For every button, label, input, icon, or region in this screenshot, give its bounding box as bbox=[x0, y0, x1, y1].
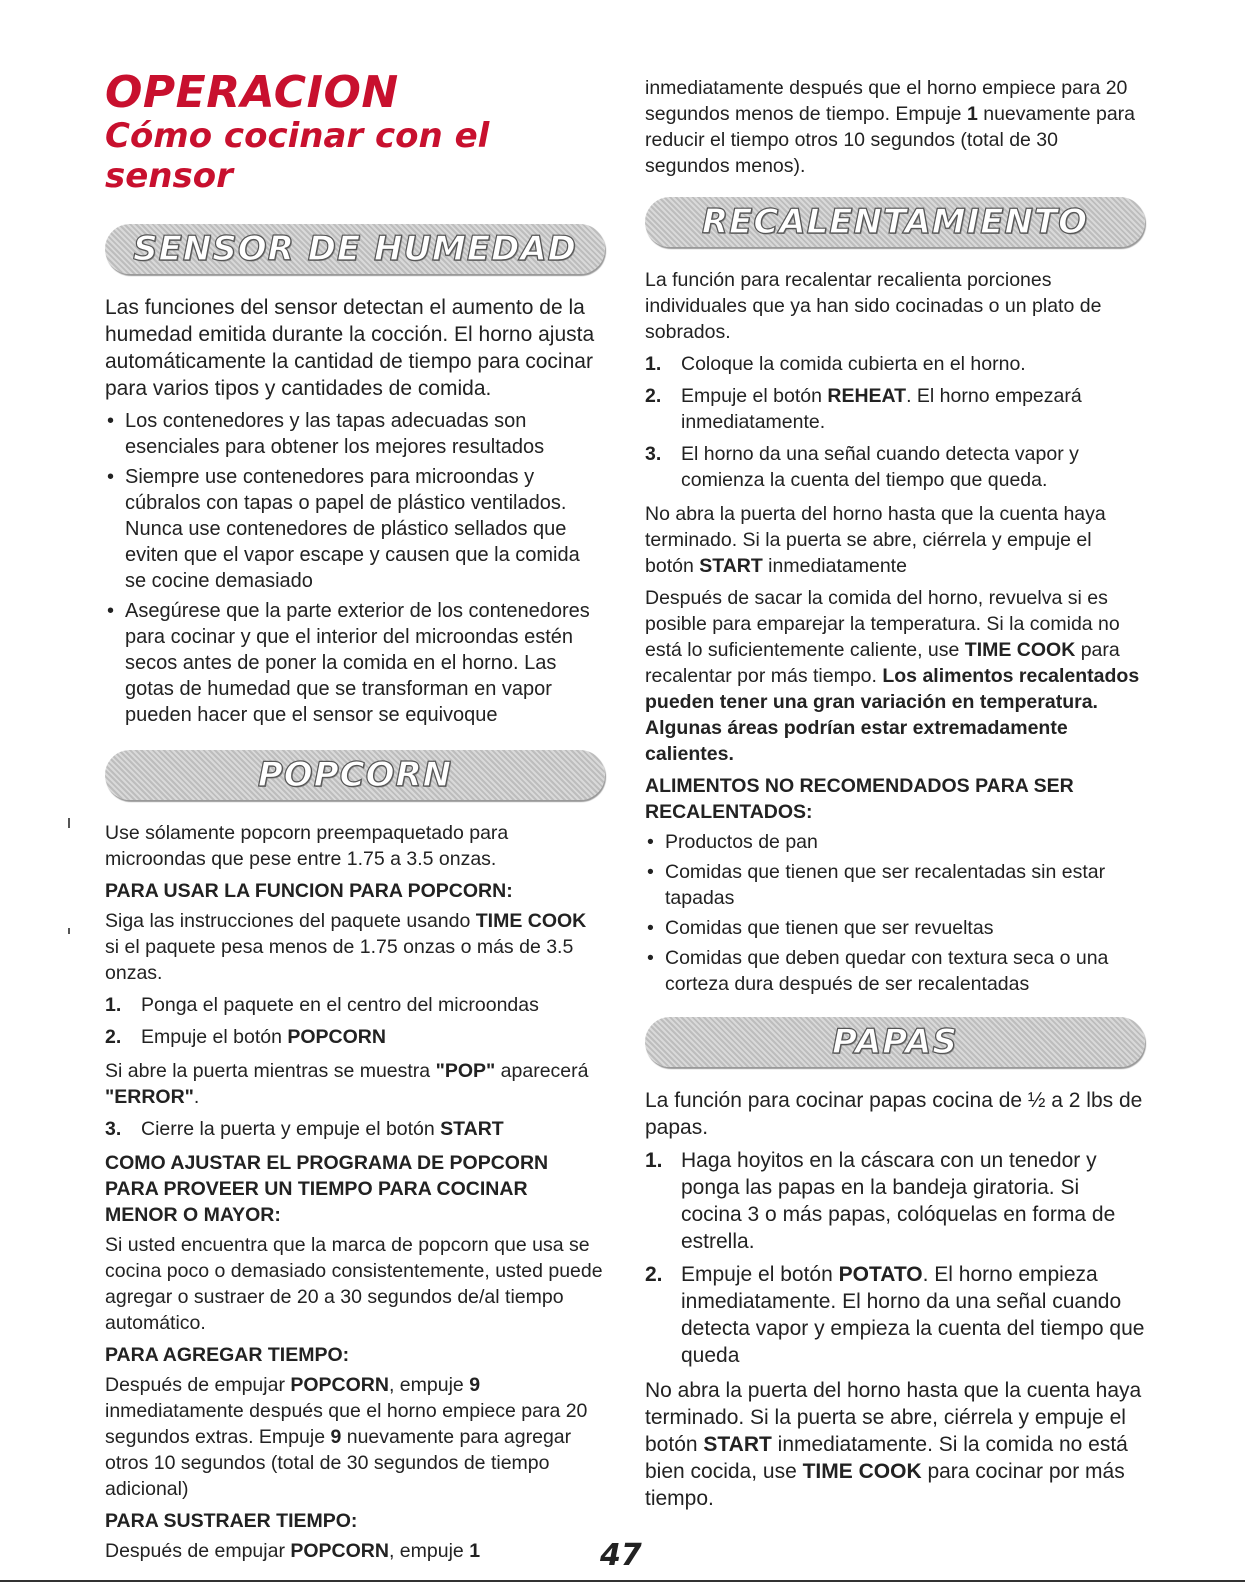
list-item: 1. Ponga el paquete en el centro del microondas bbox=[105, 994, 539, 1016]
banner-label: SENSOR DE HUMEDAD bbox=[133, 229, 577, 269]
list-item: 3. Cierre la puerta y empuje el botón START bbox=[105, 1118, 504, 1140]
popcorn-intro: Use sólamente popcorn preempaquetado para microondas que pese entre 1.75 a 3.5 onzas. bbox=[105, 822, 509, 870]
list-item: 2. Empuje el botón REHEAT. El horno empezará inmediatamente. bbox=[645, 385, 1082, 433]
list-item: • Comidas que tienen que ser recalentadas sin estar tapadas bbox=[645, 859, 1145, 911]
papas-steps bbox=[645, 1147, 1145, 1369]
papas-intro: La función para cocinar papas cocina de ½ a 2 lbs de papas. bbox=[645, 1089, 1143, 1139]
section-banner-papas bbox=[645, 1017, 1145, 1067]
left-column bbox=[105, 67, 605, 1570]
popcorn-error-note: Si abre la puerta mientras se muestra "POP" aparecerá "ERROR". bbox=[105, 1060, 589, 1108]
list-item: • Los contenedores y las tapas adecuadas son esenciales para obtener los mejores resultados bbox=[105, 408, 605, 460]
adjust-text: Si usted encuentra que la marca de popcorn que usa se cocina poco o demasiado consistentemente, usted puede agregar o sustraer de 20 a 30 segundos de/al tiempo automático. bbox=[105, 1234, 603, 1334]
subtract-time-continued: inmediatamente después que el horno empiece para 20 segundos menos de tiempo. Empuje 1 nuevamente para reducir el tiempo otros 10 segundos (total de 30 segundos menos). bbox=[645, 77, 1136, 177]
reheat-door-note: No abra la puerta del horno hasta que la cuenta haya terminado. Si la puerta se abre, ciérrela y empuje el botón START inmediatamente bbox=[645, 503, 1106, 577]
add-time-text: Después de empujar POPCORN, empuje 9 inmediatamente después que el horno empiece para 20 segundos extras. Empuje 9 nuevamente para agregar otros 10 segundos (total de 30 segundos de tiempo adicional) bbox=[105, 1374, 588, 1500]
popcorn-heading: PARA USAR LA FUNCION PARA POPCORN: bbox=[105, 880, 513, 902]
reheat-intro: La función para recalentar recalienta porciones individuales que ya han sido cocinadas o un plato de sobrados. bbox=[645, 269, 1102, 343]
bottom-divider bbox=[0, 1580, 1245, 1582]
humedad-intro: Las funciones del sensor detectan el aumento de la humedad emitida durante la cocción. El horno ajusta automáticamente la cantidad de tiempo para cocinar para varios tipos y cantidades de comida. bbox=[105, 296, 595, 400]
list-item: • Comidas que tienen que ser revueltas bbox=[645, 915, 1145, 941]
list-item: • Asegúrese que la parte exterior de los contenedores para cocinar y que el interior del microondas estén secos antes de poner la comida en el horno. Las gotas de humedad que se transforman en vapor pueden hacer que el sensor se equivoque bbox=[105, 598, 605, 728]
popcorn-steps-cont bbox=[105, 1116, 605, 1142]
banner-label: RECALENTAMIENTO bbox=[701, 202, 1089, 242]
papas-door-note: No abra la puerta del horno hasta que la cuenta haya terminado. Si la puerta se abre, ciérrela y empuje el botón START inmediatamente. Si la comida no está bien cocida, use TIME COOK para cocinar por más tiempo. bbox=[645, 1379, 1142, 1510]
reheat-steps bbox=[645, 351, 1145, 493]
subtract-time-text: Después de empujar POPCORN, empuje 1 bbox=[105, 1540, 481, 1562]
section-banner-humedad bbox=[105, 224, 605, 274]
section-banner-popcorn bbox=[105, 750, 605, 800]
banner-label: PAPAS bbox=[832, 1022, 958, 1062]
page-subtitle: Cómo cocinar con el sensor bbox=[105, 116, 490, 196]
popcorn-instructions: Siga las instrucciones del paquete usando TIME COOK si el paquete pesa menos de 1.75 onzas o más de 3.5 onzas. bbox=[105, 910, 587, 984]
list-item: 1. Haga hoyitos en la cáscara con un tenedor y ponga las papas en la bandeja giratoria. Si cocina 3 o más papas, colóquelas en forma de estrella. bbox=[645, 1149, 1116, 1253]
list-item: 3. El horno da una señal cuando detecta vapor y comienza la cuenta del tiempo que queda. bbox=[645, 443, 1079, 491]
subtract-time-heading: PARA SUSTRAER TIEMPO: bbox=[105, 1510, 358, 1532]
section-banner-recalentamiento bbox=[645, 197, 1145, 247]
not-recommended-heading: ALIMENTOS NO RECOMENDADOS PARA SER RECALENTADOS: bbox=[645, 775, 1074, 823]
banner-label: POPCORN bbox=[257, 755, 453, 795]
list-item: 1. Coloque la comida cubierta en el horno. bbox=[645, 353, 1026, 375]
add-time-heading: PARA AGREGAR TIEMPO: bbox=[105, 1344, 350, 1366]
popcorn-steps bbox=[105, 992, 605, 1050]
list-item: • Siempre use contenedores para microondas y cúbralos con tapas o papel de plástico ventilados. Nunca use contenedores de plástico sellados que eviten que el vapor escape y causen que la comida se cocine demasiado bbox=[105, 464, 605, 594]
list-item: • Comidas que deben quedar con textura seca o una corteza dura después de ser recalentadas bbox=[645, 945, 1145, 997]
humedad-bullets bbox=[105, 408, 605, 728]
list-item: • Productos de pan bbox=[645, 829, 1145, 855]
list-item: 2. Empuje el botón POTATO. El horno empieza inmediatamente. El horno da una señal cuando detecta vapor y empieza la cuenta del tiempo que queda bbox=[645, 1263, 1145, 1367]
margin-mark bbox=[68, 818, 70, 828]
page-title: OPERACION bbox=[105, 67, 399, 118]
reheat-after-note: Después de sacar la comida del horno, revuelva si es posible para emparejar la temperatura. Si la comida no está lo suficientemente caliente, use TIME COOK para recalentar por más tiempo. Los alimentos recalentados pueden tener una gran variación en temperatura. Algunas áreas podrían estar extremadamente calientes. bbox=[645, 587, 1140, 765]
adjust-heading: COMO AJUSTAR EL PROGRAMA DE POPCORN PARA PROVEER UN TIEMPO PARA COCINAR MENOR O MAYOR: bbox=[105, 1152, 549, 1226]
not-recommended-list bbox=[645, 829, 1145, 997]
right-column bbox=[645, 75, 1145, 1518]
list-item: 2. Empuje el botón POPCORN bbox=[105, 1026, 386, 1048]
page-number: 47 bbox=[600, 1538, 642, 1573]
margin-mark bbox=[68, 928, 70, 934]
